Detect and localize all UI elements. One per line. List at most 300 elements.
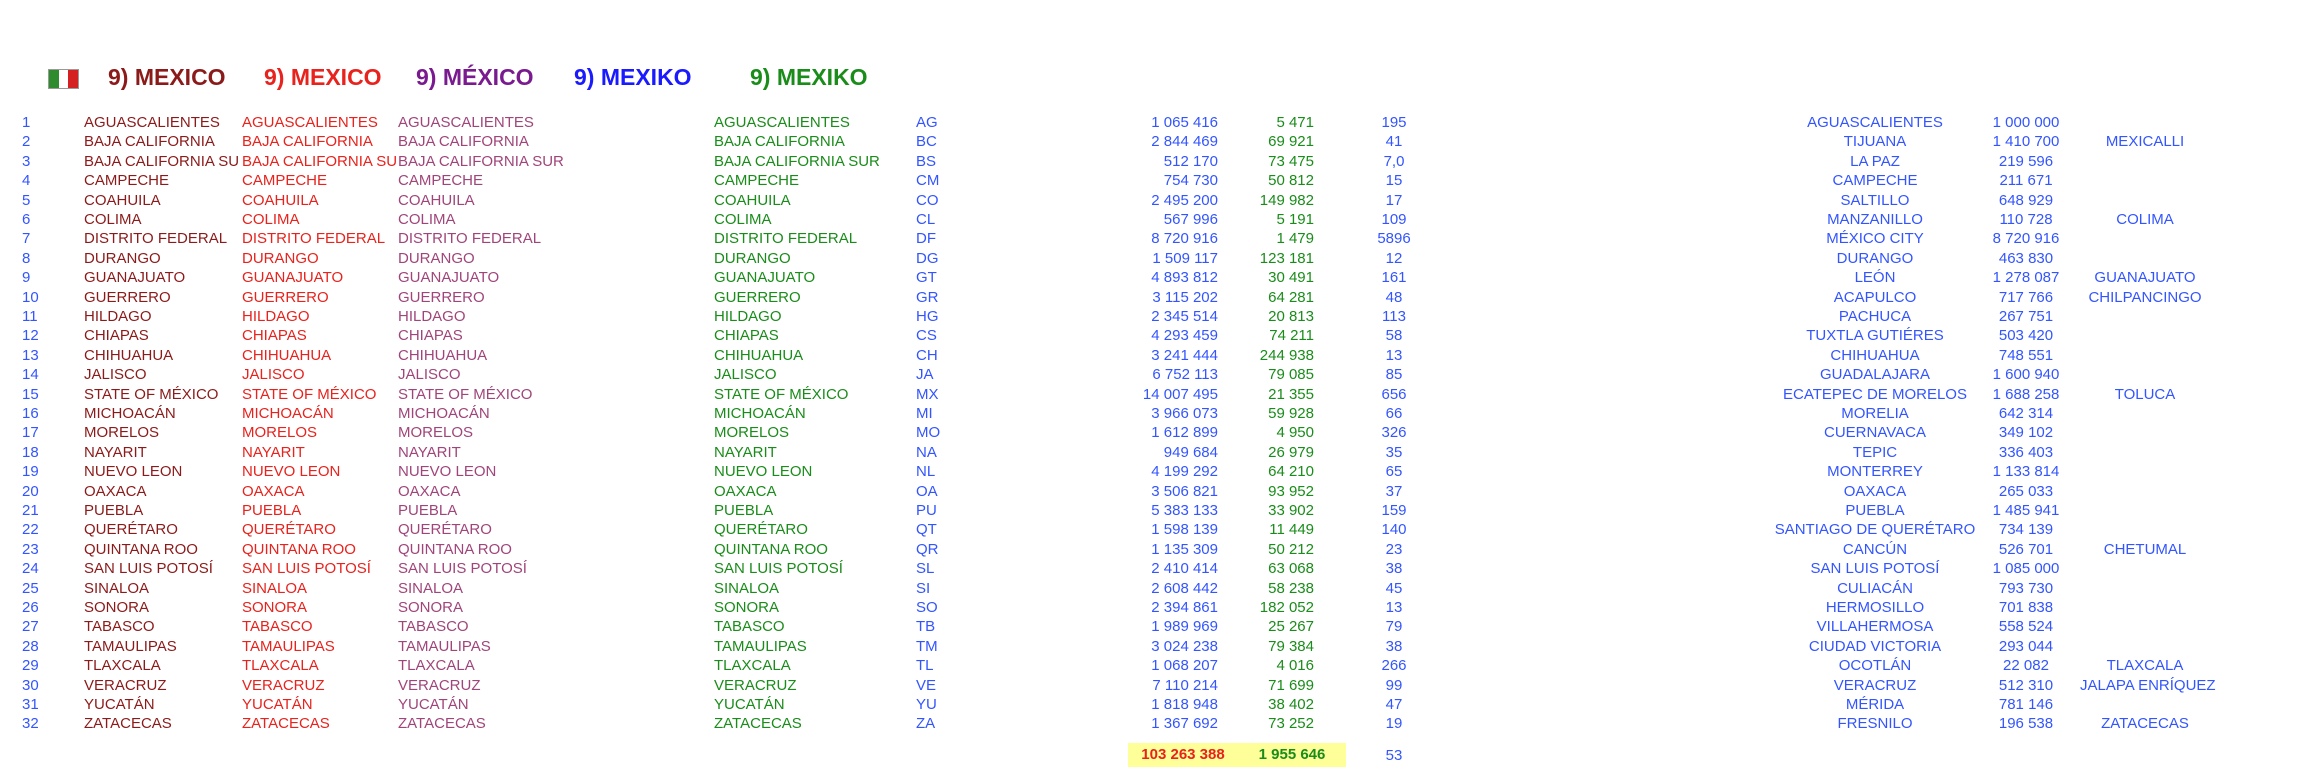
state-capital: TOLUCA (2114, 385, 2176, 403)
state-name-es: QUINTANA ROO (398, 540, 512, 558)
state-capital (2080, 404, 2210, 423)
state-density: 7,0 (1383, 152, 1405, 170)
state-name-en-alt: CHIHUAHUA (242, 346, 332, 364)
row-number: 4 (22, 172, 31, 190)
state-name-es: GUERRERO (398, 288, 485, 306)
largest-city: PUEBLA (1845, 502, 1905, 519)
state-population: 2 844 469 (1151, 133, 1218, 151)
city-population: 558 524 (1998, 618, 2054, 636)
state-name-en: GUERRERO (84, 288, 171, 306)
state-capital (2080, 482, 2210, 501)
state-density: 41 (1385, 133, 1403, 151)
state-name-de: JALISCO (714, 366, 777, 384)
state-name-en-alt: BAJA CALIFORNIA SU (242, 152, 398, 170)
state-abbreviation: JA (916, 366, 934, 384)
state-density: 159 (1381, 502, 1407, 519)
state-population: 6 752 113 (1152, 366, 1218, 384)
state-name-es: JALISCO (398, 366, 461, 384)
state-name-en: DISTRITO FEDERAL (84, 230, 228, 248)
state-name-en: TLAXCALA (84, 657, 161, 675)
state-name-es: SAN LUIS POTOSÍ (398, 560, 527, 578)
state-population: 3 241 444 (1151, 346, 1218, 364)
state-name-en: QUINTANA ROO (84, 540, 198, 558)
state-name-de: BAJA CALIFORNIA (714, 133, 845, 151)
state-abbreviation: DF (916, 230, 936, 248)
state-name-de: SAN LUIS POTOSÍ (714, 560, 843, 578)
row-number: 29 (22, 657, 39, 675)
state-abbreviation: QT (916, 521, 937, 539)
state-abbreviation: QR (916, 540, 939, 558)
state-density: 326 (1381, 424, 1407, 442)
state-name-en-alt: PUEBLA (242, 502, 302, 519)
city-population: 1 133 814 (1992, 463, 2060, 481)
state-name-es: CHIHUAHUA (398, 346, 488, 364)
city-population: 8 720 916 (1992, 230, 2060, 248)
largest-city: SAN LUIS POTOSÍ (1810, 560, 1940, 578)
state-name-en: ZATACECAS (84, 715, 172, 733)
state-name-de: TLAXCALA (714, 657, 791, 675)
state-population: 7 110 214 (1152, 676, 1218, 694)
state-density: 19 (1385, 715, 1403, 733)
state-area: 69 921 (1268, 133, 1314, 151)
state-density: 15 (1385, 172, 1403, 190)
state-density: 12 (1385, 249, 1403, 267)
state-name-es: HILDAGO (398, 308, 466, 325)
city-population: 648 929 (1998, 191, 2054, 209)
state-area: 11 449 (1269, 521, 1314, 539)
city-population: 196 538 (1998, 715, 2054, 733)
state-name-de: NUEVO LEON (714, 463, 813, 481)
largest-city: VILLAHERMOSA (1816, 618, 1934, 636)
state-capital: JALAPA ENRÍQUEZ (2080, 676, 2216, 694)
state-area: 73 475 (1268, 152, 1314, 170)
state-name-de: PUEBLA (714, 502, 774, 519)
largest-city: TUXTLA GUTIÉRES (1806, 327, 1944, 345)
state-name-de: OAXACA (714, 482, 777, 500)
row-number: 23 (22, 540, 39, 558)
row-number: 28 (22, 637, 39, 655)
state-name-es: SINALOA (398, 579, 464, 597)
row-number: 22 (22, 521, 39, 539)
state-name-de: MORELOS (714, 424, 790, 442)
state-name-en: CAMPECHE (84, 172, 170, 190)
state-density: 65 (1385, 463, 1403, 481)
state-name-en: VERACRUZ (84, 676, 167, 694)
city-population: 1 085 000 (1992, 560, 2060, 578)
city-population: 717 766 (1998, 288, 2054, 306)
state-name-de: STATE OF MÉXICO (714, 385, 849, 403)
state-capital: CHILPANCINGO (2088, 288, 2202, 306)
largest-city: MORELIA (1841, 405, 1909, 422)
state-area: 50 212 (1268, 540, 1314, 558)
state-capital: TLAXCALA (2106, 657, 2184, 675)
city-population: 512 310 (1998, 676, 2054, 694)
state-capital (2080, 579, 2210, 598)
state-density: 37 (1385, 482, 1403, 500)
largest-city: ECATEPEC DE MORELOS (1783, 385, 1967, 403)
state-area: 21 355 (1268, 385, 1314, 403)
state-name-en: STATE OF MÉXICO (84, 385, 219, 403)
largest-city: LA PAZ (1850, 152, 1900, 170)
state-name-en: COLIMA (84, 211, 142, 228)
row-number: 10 (22, 288, 39, 306)
header-3: 9) MÉXICO (416, 64, 534, 90)
state-name-en: NUEVO LEON (84, 463, 183, 481)
header-5: 9) MEXIKO (750, 64, 868, 90)
state-abbreviation: NA (916, 443, 937, 461)
state-density: 47 (1385, 696, 1403, 713)
state-capital (2080, 346, 2210, 365)
state-population: 2 495 200 (1151, 191, 1218, 209)
state-name-es: CAMPECHE (398, 172, 484, 190)
flag-red-stripe (68, 70, 78, 88)
state-name-es: COLIMA (398, 211, 456, 228)
state-population: 8 720 916 (1151, 230, 1218, 248)
state-name-en: MICHOACÁN (84, 405, 176, 422)
state-name-en-alt: AGUASCALIENTES (242, 114, 378, 131)
state-abbreviation: NL (916, 463, 936, 481)
state-capital (2080, 695, 2210, 714)
state-area: 79 384 (1268, 637, 1314, 655)
state-name-es: DISTRITO FEDERAL (398, 230, 542, 248)
state-name-en-alt: CHIAPAS (242, 327, 307, 345)
state-name-es: TLAXCALA (398, 657, 475, 675)
state-area: 58 238 (1268, 579, 1314, 597)
state-name-de: QUERÉTARO (714, 521, 808, 539)
total-population: 103 263 388 (1128, 743, 1238, 767)
state-abbreviation: AG (916, 114, 938, 131)
state-capital (2080, 520, 2210, 539)
state-name-de: QUINTANA ROO (714, 540, 828, 558)
state-area: 182 052 (1259, 599, 1314, 616)
state-population: 1 367 692 (1151, 715, 1218, 733)
row-number: 2 (22, 133, 31, 151)
state-abbreviation: SI (916, 579, 931, 597)
row-number: 6 (22, 211, 31, 228)
state-name-de: NAYARIT (714, 443, 777, 461)
state-name-en-alt: STATE OF MÉXICO (242, 385, 377, 403)
state-name-de: SINALOA (714, 579, 780, 597)
largest-city: VERACRUZ (1833, 676, 1917, 694)
state-density: 38 (1385, 560, 1403, 578)
state-name-en-alt: VERACRUZ (242, 676, 325, 694)
state-area: 26 979 (1268, 443, 1314, 461)
header-4: 9) MEXIKO (574, 64, 692, 90)
city-population: 734 139 (1998, 521, 2054, 539)
row-number: 26 (22, 599, 39, 616)
row-number: 19 (22, 463, 39, 481)
state-name-en-alt: TLAXCALA (242, 657, 319, 675)
state-capital (2080, 443, 2210, 462)
state-area: 5 191 (1276, 211, 1314, 228)
state-name-en: CHIHUAHUA (84, 346, 174, 364)
state-name-en: SONORA (84, 599, 150, 616)
state-name-en-alt: SINALOA (242, 579, 308, 597)
state-abbreviation: DG (916, 249, 939, 267)
state-name-en-alt: JALISCO (242, 366, 305, 384)
largest-city: OCOTLÁN (1838, 657, 1912, 675)
city-population: 219 596 (1998, 152, 2054, 170)
state-density: 23 (1385, 540, 1403, 558)
row-number: 5 (22, 191, 31, 209)
state-name-es: GUANAJUATO (398, 269, 500, 287)
row-number: 15 (22, 385, 39, 403)
state-name-es: OAXACA (398, 482, 461, 500)
state-capital (2080, 171, 2210, 190)
state-capital (2080, 249, 2210, 268)
row-number: 3 (22, 152, 31, 170)
state-abbreviation: CM (916, 172, 940, 190)
state-population: 1 509 117 (1152, 249, 1218, 267)
flag-green-stripe (49, 70, 59, 88)
state-area: 73 252 (1268, 715, 1314, 733)
largest-city: MÉXICO CITY (1826, 230, 1924, 248)
state-name-en: QUERÉTARO (84, 521, 178, 539)
state-abbreviation: CL (916, 211, 936, 228)
state-capital (2080, 637, 2210, 656)
state-population: 1 135 309 (1151, 540, 1218, 558)
state-area: 5 471 (1276, 114, 1314, 131)
state-name-es: TABASCO (398, 618, 469, 636)
city-population: 293 044 (1998, 637, 2054, 655)
state-abbreviation: ZA (916, 715, 936, 733)
state-name-es: NAYARIT (398, 443, 461, 461)
state-density: 85 (1385, 366, 1403, 384)
state-capital: GUANAJUATO (2094, 269, 2196, 287)
state-name-en-alt: SAN LUIS POTOSÍ (242, 560, 371, 578)
state-population: 4 199 292 (1151, 463, 1218, 481)
state-name-en-alt: CAMPECHE (242, 172, 328, 190)
flag-white-stripe (59, 70, 69, 88)
state-population: 1 065 416 (1151, 114, 1218, 131)
row-number: 7 (22, 230, 31, 248)
state-name-es: TAMAULIPAS (398, 637, 491, 655)
city-population: 701 838 (1998, 599, 2054, 616)
state-area: 79 085 (1268, 366, 1314, 384)
state-density: 13 (1385, 346, 1403, 364)
state-name-de: CHIHUAHUA (714, 346, 804, 364)
city-population: 336 403 (1998, 443, 2054, 461)
largest-city: GUADALAJARA (1819, 366, 1931, 384)
state-population: 4 893 812 (1151, 269, 1218, 287)
state-name-en: AGUASCALIENTES (84, 114, 220, 131)
state-name-en: MORELOS (84, 424, 160, 442)
state-area: 4 016 (1276, 657, 1314, 675)
state-name-es: YUCATÁN (398, 696, 469, 713)
state-name-en-alt: SONORA (242, 599, 308, 616)
state-population: 1 598 139 (1151, 521, 1218, 539)
row-number: 32 (22, 715, 39, 733)
state-area: 50 812 (1268, 172, 1314, 190)
state-area: 71 699 (1268, 676, 1314, 694)
state-capital: CHETUMAL (2103, 540, 2187, 558)
row-number: 1 (22, 114, 31, 131)
city-population: 1 278 087 (1992, 269, 2060, 287)
state-population: 567 996 (1163, 211, 1218, 228)
state-name-de: HILDAGO (714, 308, 782, 325)
state-name-en: OAXACA (84, 482, 147, 500)
state-abbreviation: TL (916, 657, 934, 675)
largest-city: TEPIC (1852, 443, 1898, 461)
state-capital (2080, 423, 2210, 442)
state-capital (2080, 598, 2210, 617)
state-area: 64 281 (1268, 288, 1314, 306)
state-area: 38 402 (1268, 696, 1314, 713)
state-density: 17 (1385, 191, 1403, 209)
state-area: 1 479 (1276, 230, 1314, 248)
total-area: 1 955 646 (1238, 743, 1346, 767)
largest-city: FRESNILO (1837, 715, 1913, 733)
state-area: 30 491 (1268, 269, 1314, 287)
state-name-de: ZATACECAS (714, 715, 802, 733)
largest-city: MANZANILLO (1827, 211, 1923, 228)
state-name-en: NAYARIT (84, 443, 147, 461)
state-population: 754 730 (1163, 172, 1218, 190)
city-population: 211 671 (1999, 172, 2053, 190)
state-area: 149 982 (1259, 191, 1314, 209)
state-density: 656 (1381, 385, 1407, 403)
state-density: 99 (1385, 676, 1403, 694)
state-population: 2 394 861 (1151, 599, 1218, 616)
state-name-es: PUEBLA (398, 502, 458, 519)
largest-city: ACAPULCO (1833, 288, 1917, 306)
state-name-de: AGUASCALIENTES (714, 114, 850, 131)
state-name-es: AGUASCALIENTES (398, 114, 534, 131)
state-density: 79 (1385, 618, 1403, 636)
largest-city: AGUASCALIENTES (1807, 114, 1943, 131)
largest-city: SALTILLO (1840, 191, 1910, 209)
state-abbreviation: MO (916, 424, 941, 442)
state-population: 14 007 495 (1142, 385, 1218, 403)
state-density: 113 (1382, 308, 1406, 325)
state-abbreviation: SO (916, 599, 938, 616)
state-name-en-alt: DISTRITO FEDERAL (242, 230, 386, 248)
state-density: 195 (1381, 114, 1407, 131)
state-population: 512 170 (1163, 152, 1218, 170)
state-name-de: TABASCO (714, 618, 785, 636)
city-population: 265 033 (1998, 482, 2054, 500)
state-name-es: NUEVO LEON (398, 463, 497, 481)
row-number: 17 (22, 424, 39, 442)
state-name-en-alt: MICHOACÁN (242, 405, 334, 422)
state-name-en: GUANAJUATO (84, 269, 186, 287)
state-capital (2080, 326, 2210, 345)
state-name-en: SAN LUIS POTOSÍ (84, 560, 213, 578)
state-name-en: COAHUILA (84, 191, 161, 209)
state-name-de: TAMAULIPAS (714, 637, 807, 655)
largest-city: CIUDAD VICTORIA (1808, 637, 1942, 655)
state-name-en-alt: NUEVO LEON (242, 463, 341, 481)
state-population: 949 684 (1163, 443, 1218, 461)
state-capital (2080, 113, 2210, 132)
city-population: 267 751 (1998, 308, 2054, 325)
state-abbreviation: TM (916, 637, 938, 655)
row-number: 9 (22, 269, 31, 287)
state-density: 66 (1385, 405, 1403, 422)
city-population: 1 000 000 (1992, 114, 2060, 131)
state-abbreviation: CO (916, 191, 939, 209)
state-density: 266 (1381, 657, 1407, 675)
state-name-de: CAMPECHE (714, 172, 800, 190)
state-population: 4 293 459 (1151, 327, 1218, 345)
state-name-de: VERACRUZ (714, 676, 797, 694)
row-number: 24 (22, 560, 39, 578)
state-area: 25 267 (1268, 618, 1314, 636)
header-1: 9) MEXICO (108, 64, 226, 90)
state-population: 5 383 133 (1151, 502, 1218, 519)
state-name-es: ZATACECAS (398, 715, 486, 733)
state-name-de: CHIAPAS (714, 327, 779, 345)
state-name-en-alt: TAMAULIPAS (242, 637, 335, 655)
state-density: 5896 (1377, 230, 1411, 248)
state-name-de: DISTRITO FEDERAL (714, 230, 858, 248)
row-number: 12 (22, 327, 39, 345)
state-name-en: BAJA CALIFORNIA (84, 133, 215, 151)
state-name-de: GUANAJUATO (714, 269, 816, 287)
row-number: 14 (22, 366, 39, 384)
largest-city: DURANGO (1836, 249, 1914, 267)
city-population: 793 730 (1998, 579, 2054, 597)
row-number: 25 (22, 579, 39, 597)
state-name-de: YUCATÁN (714, 696, 785, 713)
state-area: 74 211 (1269, 327, 1314, 345)
city-population: 1 600 940 (1992, 366, 2060, 384)
row-number: 21 (22, 502, 39, 519)
state-name-en-alt: DURANGO (242, 249, 319, 267)
state-abbreviation: VE (916, 676, 937, 694)
state-name-en-alt: GUANAJUATO (242, 269, 344, 287)
state-abbreviation: MX (916, 385, 939, 403)
state-density: 140 (1381, 521, 1407, 539)
state-name-en: SINALOA (84, 579, 150, 597)
state-name-es: BAJA CALIFORNIA (398, 133, 529, 151)
state-name-en: TAMAULIPAS (84, 637, 177, 655)
row-number: 13 (22, 346, 39, 364)
state-abbreviation: TB (916, 618, 936, 636)
state-name-de: COAHUILA (714, 191, 791, 209)
state-name-en-alt: HILDAGO (242, 308, 310, 325)
state-capital: MEXICALLI (2105, 133, 2185, 151)
state-area: 20 813 (1268, 308, 1314, 325)
state-abbreviation: SL (916, 560, 935, 578)
state-name-de: MICHOACÁN (714, 405, 806, 422)
city-population: 1 485 941 (1992, 502, 2060, 519)
state-name-en: BAJA CALIFORNIA SU (84, 152, 240, 170)
row-number: 16 (22, 405, 39, 422)
state-population: 1 818 948 (1151, 696, 1218, 713)
state-population: 2 345 514 (1151, 308, 1218, 325)
state-capital (2080, 462, 2210, 481)
state-name-en: TABASCO (84, 618, 155, 636)
state-population: 2 608 442 (1151, 579, 1218, 597)
total-density: 53 (1385, 747, 1403, 764)
state-name-es: STATE OF MÉXICO (398, 385, 533, 403)
state-capital (2080, 229, 2210, 248)
largest-city: CHIHUAHUA (1830, 346, 1920, 364)
largest-city: SANTIAGO DE QUERÉTARO (1774, 521, 1976, 539)
state-name-de: BAJA CALIFORNIA SUR (714, 152, 880, 170)
state-name-en: YUCATÁN (84, 696, 155, 713)
state-name-en: JALISCO (84, 366, 147, 384)
city-population: 748 551 (1998, 346, 2054, 364)
largest-city: LEÓN (1854, 269, 1896, 287)
state-population: 1 989 969 (1151, 618, 1218, 636)
largest-city: OAXACA (1843, 482, 1907, 500)
state-name-en-alt: YUCATÁN (242, 696, 313, 713)
state-area: 4 950 (1276, 424, 1314, 442)
state-name-de: GUERRERO (714, 288, 801, 306)
state-name-es: COAHUILA (398, 191, 475, 209)
